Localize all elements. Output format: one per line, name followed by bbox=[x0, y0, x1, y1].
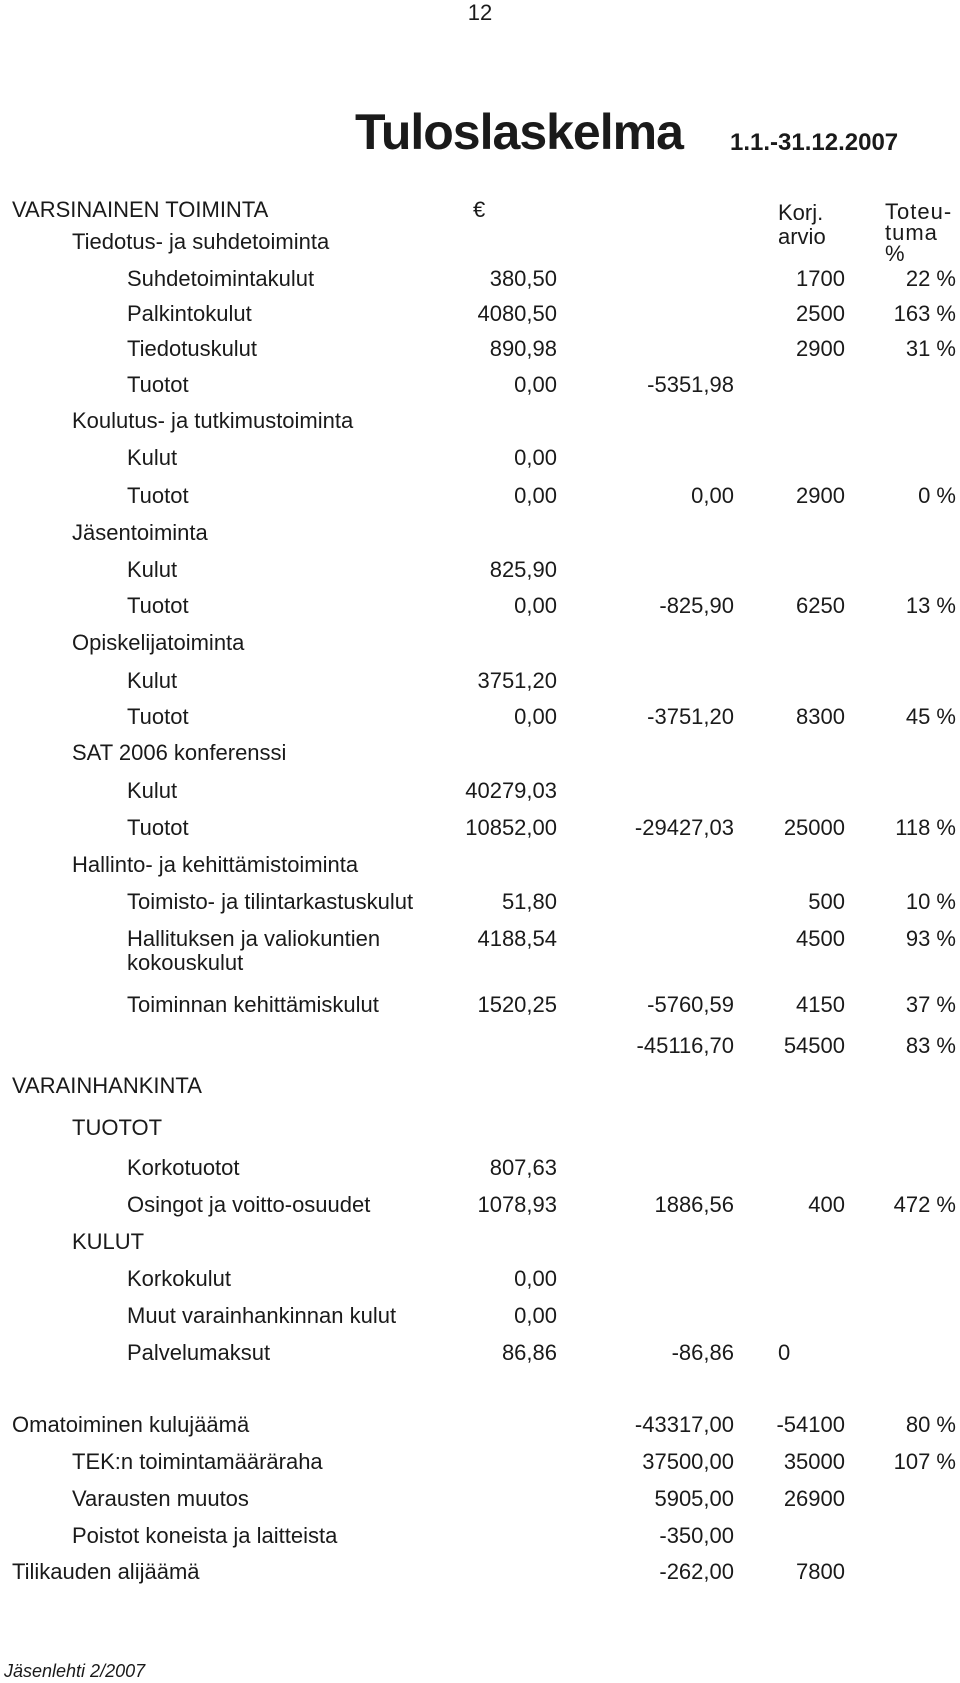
row-value-c1: 0,00 bbox=[514, 593, 557, 618]
footer-publication: Jäsenlehti 2/2007 bbox=[4, 1661, 146, 1681]
row-value-c3: 26900 bbox=[783, 1486, 845, 1511]
row-label: Opiskelijatoiminta bbox=[72, 630, 245, 655]
table-row bbox=[0, 1190, 960, 1220]
table-row bbox=[0, 1557, 960, 1587]
row-label: VARAINHANKINTA bbox=[12, 1073, 202, 1098]
table-row bbox=[0, 443, 960, 473]
row-value-c4: 22 % bbox=[905, 266, 956, 291]
row-value-c2: -5760,59 bbox=[647, 992, 734, 1017]
table-row bbox=[0, 702, 960, 732]
row-label: Muut varainhankinnan kulut bbox=[127, 1303, 397, 1328]
table-row bbox=[0, 1264, 960, 1294]
table-row bbox=[0, 264, 960, 294]
table-row bbox=[0, 776, 960, 806]
row-value-c3: 7800 bbox=[796, 1559, 845, 1584]
table-row bbox=[0, 227, 960, 257]
table-row bbox=[0, 628, 960, 658]
realization-column-header: Toteu-tuma % bbox=[885, 199, 953, 266]
row-value-c2: -29427,03 bbox=[634, 815, 734, 840]
row-value-c4: 107 % bbox=[893, 1449, 956, 1474]
row-label: Kulut bbox=[127, 778, 178, 803]
row-value-c3: 2900 bbox=[796, 336, 845, 361]
table-row bbox=[0, 1071, 960, 1101]
row-value-c4: 118 % bbox=[895, 815, 956, 840]
table-row bbox=[0, 738, 960, 768]
row-label: Hallinto- ja kehittämistoiminta bbox=[72, 852, 359, 877]
row-value-c4: 472 % bbox=[893, 1192, 956, 1217]
row-value-c2: 37500,00 bbox=[642, 1449, 734, 1474]
row-value-c3: 35000 bbox=[783, 1449, 845, 1474]
row-label: Tuotot bbox=[127, 483, 189, 508]
row-label: Tuotot bbox=[127, 372, 189, 397]
row-value-c3: 25000 bbox=[783, 815, 845, 840]
row-label: Korkotuotot bbox=[127, 1155, 240, 1180]
row-label: Osingot ja voitto-osuudet bbox=[127, 1192, 371, 1217]
row-label: Hallituksen ja valiokuntien kokouskulut bbox=[127, 926, 381, 975]
table-row bbox=[0, 990, 960, 1020]
row-value-c2: -5351,98 bbox=[647, 372, 734, 397]
table-row bbox=[0, 299, 960, 329]
row-value-c1: 0,00 bbox=[514, 1266, 557, 1291]
row-value-c4: 31 % bbox=[905, 336, 956, 361]
row-value-c4: 37 % bbox=[905, 992, 956, 1017]
row-label: Tuotot bbox=[127, 815, 189, 840]
table-row bbox=[0, 1227, 960, 1257]
row-value-c3: 4150 bbox=[796, 992, 845, 1017]
row-value-c4: 93 % bbox=[905, 926, 956, 951]
table-row bbox=[0, 591, 960, 621]
row-value-c1: 1078,93 bbox=[477, 1192, 557, 1217]
row-label: Tuotot bbox=[127, 704, 189, 729]
row-value-c1: 380,50 bbox=[489, 266, 557, 291]
table-row bbox=[0, 887, 960, 917]
row-label: Kulut bbox=[127, 445, 178, 470]
row-value-c1: 86,86 bbox=[501, 1340, 557, 1365]
row-value-c1: 807,63 bbox=[489, 1155, 557, 1180]
table-row bbox=[0, 1301, 960, 1331]
row-value-c2: 5905,00 bbox=[654, 1486, 734, 1511]
table-row bbox=[0, 1484, 960, 1514]
page-title: Tuloslaskelma bbox=[355, 104, 683, 160]
row-value-c1: 4080,50 bbox=[477, 301, 557, 326]
row-value-c2: 0,00 bbox=[691, 483, 734, 508]
row-label: TEK:n toimintamääräraha bbox=[72, 1449, 323, 1474]
row-value-c3: 2500 bbox=[796, 301, 845, 326]
row-value-c1: 0,00 bbox=[514, 704, 557, 729]
row-value-c4: 83 % bbox=[905, 1033, 956, 1058]
row-value-c4: 0 % bbox=[918, 483, 956, 508]
row-label: Varausten muutos bbox=[72, 1486, 249, 1511]
row-value-c1: 890,98 bbox=[489, 336, 557, 361]
euro-column-header: € bbox=[473, 197, 486, 222]
row-value-c2: -45116,70 bbox=[636, 1033, 734, 1058]
table-row bbox=[0, 406, 960, 436]
row-label: Tilikauden alijäämä bbox=[12, 1559, 200, 1584]
table-row bbox=[0, 813, 960, 843]
row-label: Kulut bbox=[127, 668, 178, 693]
row-label: SAT 2006 konferenssi bbox=[72, 740, 287, 765]
row-label: Korkokulut bbox=[127, 1266, 231, 1291]
table-row bbox=[0, 924, 960, 975]
period-label: 1.1.-31.12.2007 bbox=[730, 129, 899, 156]
row-value-c3: 0 bbox=[778, 1340, 791, 1365]
row-label: Palvelumaksut bbox=[127, 1340, 271, 1365]
row-value-c1: 0,00 bbox=[514, 483, 557, 508]
row-value-c2: 1886,56 bbox=[654, 1192, 734, 1217]
row-value-c3: -54100 bbox=[776, 1412, 845, 1437]
row-value-c1: 4188,54 bbox=[477, 926, 557, 951]
row-value-c1: 825,90 bbox=[489, 557, 557, 582]
row-label: Kulut bbox=[127, 557, 178, 582]
row-value-c3: 6250 bbox=[796, 593, 845, 618]
row-value-c1: 0,00 bbox=[514, 1303, 557, 1328]
row-label: Palkintokulut bbox=[127, 301, 252, 326]
row-value-c3: 8300 bbox=[796, 704, 845, 729]
row-value-c1: 3751,20 bbox=[477, 668, 557, 693]
row-value-c2: -825,90 bbox=[659, 593, 734, 618]
table-row bbox=[0, 370, 960, 400]
row-value-c3: 2900 bbox=[796, 483, 845, 508]
row-label: Tiedotus- ja suhdetoiminta bbox=[72, 229, 330, 254]
row-value-c1: 40279,03 bbox=[465, 778, 557, 803]
row-value-c4: 45 % bbox=[905, 704, 956, 729]
table-row bbox=[0, 1521, 960, 1551]
row-label: TUOTOT bbox=[72, 1115, 163, 1140]
row-label: Omatoiminen kulujäämä bbox=[12, 1412, 250, 1437]
page-number: 12 bbox=[467, 0, 493, 25]
row-value-c2: -3751,20 bbox=[647, 704, 734, 729]
row-value-c4: 10 % bbox=[905, 889, 956, 914]
row-label: Koulutus- ja tutkimustoiminta bbox=[72, 408, 354, 433]
estimate-column-header: Korj. arvio bbox=[778, 200, 826, 249]
row-value-c1: 0,00 bbox=[514, 445, 557, 470]
row-value-c2: -43317,00 bbox=[634, 1412, 734, 1437]
row-label: Suhdetoimintakulut bbox=[127, 266, 315, 291]
table-row bbox=[0, 334, 960, 364]
table-row bbox=[0, 1153, 960, 1183]
table-row bbox=[0, 481, 960, 511]
row-value-c1: 0,00 bbox=[514, 372, 557, 397]
row-value-c1: 1520,25 bbox=[477, 992, 557, 1017]
row-value-c3: 500 bbox=[808, 889, 845, 914]
table-row bbox=[0, 850, 960, 880]
section-header: VARSINAINEN TOIMINTA bbox=[12, 197, 269, 222]
row-value-c3: 4500 bbox=[796, 926, 845, 951]
table-row bbox=[0, 1410, 960, 1440]
table-row bbox=[0, 1113, 960, 1143]
row-label: Jäsentoiminta bbox=[72, 520, 208, 545]
table-row bbox=[0, 1338, 960, 1368]
row-label: Toiminnan kehittämiskulut bbox=[127, 992, 379, 1017]
table-row bbox=[0, 1447, 960, 1477]
row-value-c3: 400 bbox=[808, 1192, 845, 1217]
row-label: Tuotot bbox=[127, 593, 189, 618]
table-row bbox=[0, 1031, 960, 1061]
row-value-c1: 51,80 bbox=[501, 889, 557, 914]
row-value-c2: -262,00 bbox=[659, 1559, 734, 1584]
row-label: Toimisto- ja tilintarkastuskulut bbox=[127, 889, 414, 914]
row-value-c4: 80 % bbox=[905, 1412, 956, 1437]
row-value-c1: 10852,00 bbox=[465, 815, 557, 840]
table-row bbox=[0, 518, 960, 548]
row-value-c3: 1700 bbox=[796, 266, 845, 291]
row-value-c4: 163 % bbox=[893, 301, 956, 326]
row-label: Poistot koneista ja laitteista bbox=[72, 1523, 338, 1548]
row-value-c4: 13 % bbox=[905, 593, 956, 618]
row-value-c3: 54500 bbox=[783, 1033, 845, 1058]
row-value-c2: -350,00 bbox=[659, 1523, 734, 1548]
table-row bbox=[0, 555, 960, 585]
row-value-c2: -86,86 bbox=[671, 1340, 734, 1365]
row-label: Tiedotuskulut bbox=[127, 336, 258, 361]
table-row bbox=[0, 666, 960, 696]
row-label: KULUT bbox=[72, 1229, 145, 1254]
